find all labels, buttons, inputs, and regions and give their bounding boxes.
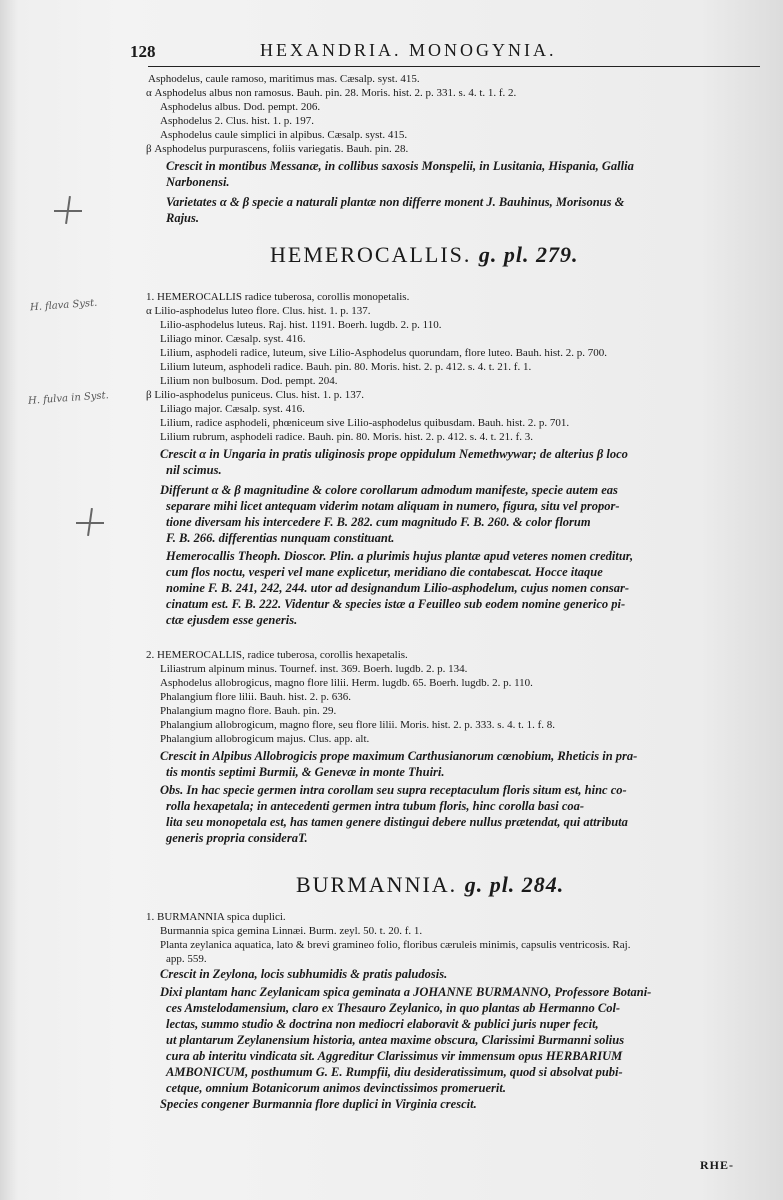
text-line: Lilium, radice asphodeli, phœniceum sive Lilio-asphodelus quibusdam. Bauh. hist. 2. p. 701. (160, 417, 570, 429)
text-line: generis propria consideraT. (166, 831, 308, 845)
catchword: RHE- (700, 1158, 734, 1172)
text-line: Asphodelus caule simplici in alpibus. Cæsalp. syst. 415. (160, 129, 408, 141)
text-line: Varietates α & β specie a naturali plantæ non differre monent J. Bauhinus, Morisonus & (166, 195, 625, 209)
page-number: 128 (130, 42, 156, 61)
running-title: HEXANDRIA. MONOGYNIA. (260, 40, 557, 60)
text-line: Narbonensi. (166, 175, 230, 189)
text-line: rolla hexapetala; in antecedenti germen intra tubum floris, hinc corolla basi coa- (166, 799, 585, 813)
text-line: cetque, omnium Botanicorum animos devinctissimos promeruerit. (166, 1081, 506, 1095)
text-line: ut plantarum Zeylanensium historia, antea maxime obscura, Clarissimi Burmanni solius (166, 1033, 625, 1047)
margin-cross-mark (54, 196, 82, 224)
genus-heading-burmannia (296, 872, 564, 898)
text-line: Obs. In hac specie germen intra corollam seu supra receptaculum floris situm est, hinc co- (160, 783, 627, 797)
genus-name: HEMEROCALLIS. (270, 242, 472, 267)
text-line: Crescit α in Ungaria in pratis uliginosis prope oppidulum Nemethwywar; de alterius β loco (160, 447, 628, 461)
text-line: Burmannia spica gemina Linnæi. Burm. zeyl. 50. t. 20. f. 1. (160, 925, 423, 937)
margin-cross-mark (76, 508, 104, 536)
genus-name: BURMANNIA. (296, 872, 458, 897)
text-line: Liliago minor. Cæsalp. syst. 416. (160, 333, 306, 345)
text-line: Liliastrum alpinum minus. Tournef. inst. 369. Boerh. lugdb. 2. p. 134. (160, 663, 468, 675)
text-line: cinatum est. F. B. 222. Videntur & species istæ a Feuilleo sub eodem nomine generico pi- (166, 597, 626, 611)
text-line: Crescit in montibus Messanæ, in collibus saxosis Monspelii, in Lusitania, Hispania, Gallia (166, 159, 634, 173)
species-heading: 1. HEMEROCALLIS radice tuberosa, corollis monopetalis. (146, 291, 410, 303)
text-line: lita seu monopetala est, has tamen genere distingui debere nullus prætendat, qui attributa (166, 815, 628, 829)
text-line: α Asphodelus albus non ramosus. Bauh. pin. 28. Moris. hist. 2. p. 331. s. 4. t. 1. f. 2. (146, 87, 517, 99)
text-line: Phalangium allobrogicum, magno flore, seu flore lilii. Moris. hist. 2. p. 333. s. 4. t. 1. f. 8. (160, 719, 556, 731)
text-line: tione diversam his intercedere F. B. 282. cum magnitudo F. B. 260. & color florum (166, 515, 591, 529)
margin-note-fulva: H. fulva in Syst. (27, 390, 110, 407)
text-line: app. 559. (166, 953, 207, 965)
text-line: Asphodelus 2. Clus. hist. 1. p. 197. (160, 115, 315, 127)
text-line: Phalangium magno flore. Bauh. pin. 29. (160, 705, 337, 717)
genus-reference: g. pl. 279. (478, 242, 579, 267)
text-line: F. B. 266. differentias nunquam constituant. (166, 531, 395, 545)
text-line: Lilium, asphodeli radice, luteum, sive Lilio-Asphodelus quorundam, flore luteo. Bauh. hist. 2. p. 700. (160, 347, 607, 359)
header-rule (148, 66, 760, 67)
text-line: β Asphodelus purpurascens, foliis variegatis. Bauh. pin. 28. (146, 143, 409, 155)
text-line: Planta zeylanica aquatica, lato & brevi gramineo folio, floribus cæruleis minimis, capsulis ventricosis. Raj. (160, 939, 631, 951)
text-line: ctæ ejusdem esse generis. (166, 613, 298, 627)
genus-reference: g. pl. 284. (464, 872, 565, 897)
text-line: β Lilio-asphodelus puniceus. Clus. hist. 1. p. 137. (146, 389, 364, 401)
text-line: cura ab interitu vindicata sit. Aggreditur Clarissimus vir immensum opus HERBARIUM (166, 1049, 623, 1063)
text-line: Lilio-asphodelus luteus. Raj. hist. 1191. Boerh. lugdb. 2. p. 110. (160, 319, 442, 331)
genus-heading-hemerocallis (270, 242, 579, 268)
text-line: Lilium rubrum, asphodeli radice. Bauh. pin. 80. Moris. hist. 2. p. 412. s. 4. t. 21. f. 3. (160, 431, 534, 443)
text-line: cum flos noctu, vesperi vel mane explicetur, meridiano die contabescat. Hocce itaque (166, 565, 603, 579)
text-line: Species congener Burmannia flore duplici in Virginia crescit. (160, 1097, 477, 1111)
text-line: lectas, summo studio & doctrina non mediocri elaboravit & publici juris nuper fecit, (166, 1017, 599, 1031)
species-heading: 1. BURMANNIA spica duplici. (146, 911, 286, 923)
species-heading: 2. HEMEROCALLIS, radice tuberosa, corollis hexapetalis. (146, 649, 408, 661)
text-line: AMBONICUM, posthumum G. E. Rumpfii, diu desideratissimum, quod si absolvat pubi- (166, 1065, 623, 1079)
text-line: separare mihi licet antequam viderim notam aliquam in numero, figura, situ vel propor- (166, 499, 620, 513)
text-line: Crescit in Zeylona, locis subhumidis & pratis paludosis. (160, 967, 448, 981)
text-line: Asphodelus allobrogicus, magno flore lilii. Herm. lugdb. 65. Boerh. lugdb. 2. p. 110. (160, 677, 533, 689)
text-line: Lilium non bulbosum. Dod. pempt. 204. (160, 375, 338, 387)
text-line: Dixi plantam hanc Zeylanicam spica geminata a JOHANNE BURMANNO, Professore Botani- (160, 985, 652, 999)
text-line: Asphodelus albus. Dod. pempt. 206. (160, 101, 321, 113)
text-line: Phalangium flore lilii. Bauh. hist. 2. p. 636. (160, 691, 351, 703)
text-line: nomine F. B. 241, 242, 244. utor ad designandum Lilio-asphodelum, cujus nomen consar- (166, 581, 630, 595)
page-header (130, 38, 770, 64)
text-line: ces Amstelodamensium, claro ex Thesauro Zeylanico, in quo plantas ab Hermanno Col- (166, 1001, 621, 1015)
text-line: nil scimus. (166, 463, 222, 477)
text-line: Hemerocallis Theoph. Dioscor. Plin. a plurimis hujus plantæ apud veteres nomen creditur, (166, 549, 634, 563)
text-line: Asphodelus, caule ramoso, maritimus mas. Cæsalp. syst. 415. (148, 73, 420, 85)
text-line: Liliago major. Cæsalp. syst. 416. (160, 403, 305, 415)
text-line: Phalangium allobrogicum majus. Clus. app. alt. (160, 733, 370, 745)
margin-note-flava: H. flava Syst. (29, 297, 98, 314)
text-line: α Lilio-asphodelus luteo flore. Clus. hist. 1. p. 137. (146, 305, 371, 317)
text-line: Differunt α & β magnitudine & colore corollarum admodum manifeste, specie autem eas (160, 483, 618, 497)
text-line: Rajus. (166, 211, 200, 225)
text-line: Lilium luteum, asphodeli radice. Bauh. pin. 80. Moris. hist. 2. p. 412. s. 4. t. 21. f. 1. (160, 361, 532, 373)
text-line: tis montis septimi Burmii, & Genevæ in monte Thuiri. (166, 765, 445, 779)
text-line: Crescit in Alpibus Allobrogicis prope maximum Carthusianorum cœnobium, Rheticis in pra- (160, 749, 638, 763)
